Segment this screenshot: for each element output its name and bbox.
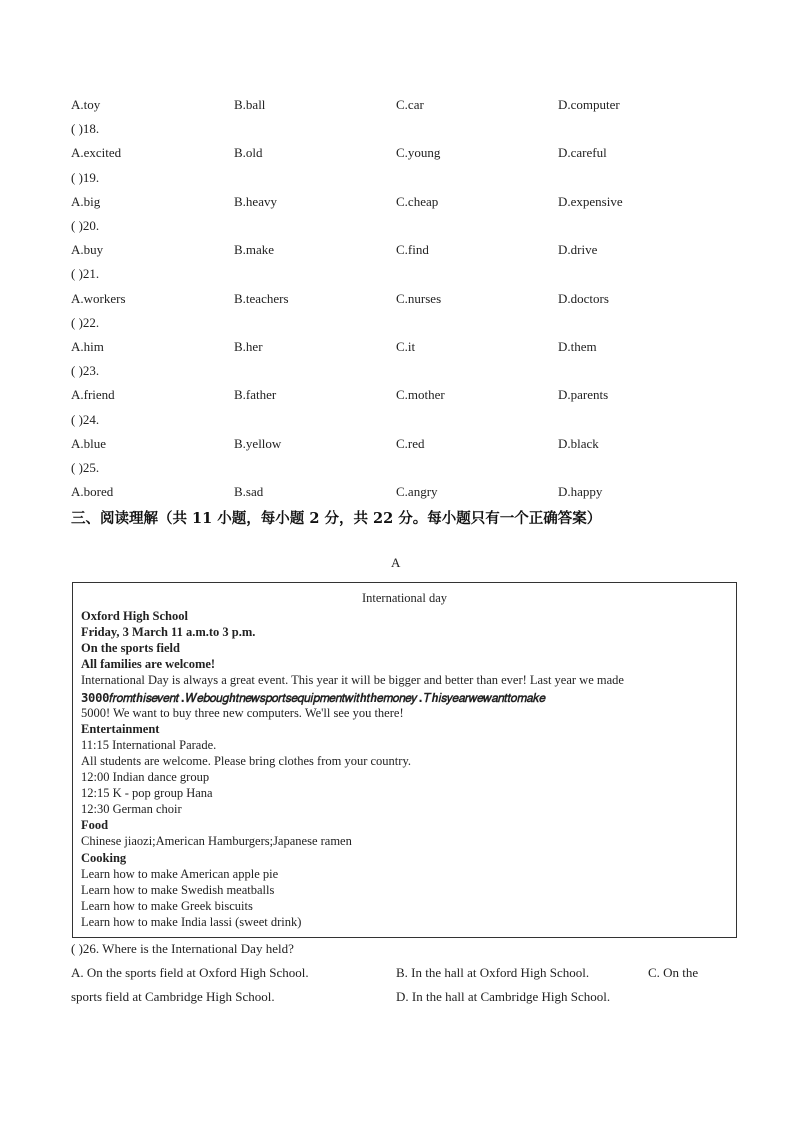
passage-line: Cooking xyxy=(81,851,127,865)
option-d: D.expensive xyxy=(558,194,623,209)
option-c: C.car xyxy=(396,97,424,112)
passage-line: 11:15 International Parade. xyxy=(81,738,217,752)
question-number: ( )25. xyxy=(71,460,100,475)
passage-line: Learn how to make Greek biscuits xyxy=(81,899,253,913)
option-c: C.angry xyxy=(396,484,438,499)
passage-line: Chinese jiaozi;American Hamburgers;Japanese ramen xyxy=(81,834,352,848)
option-b: B.teachers xyxy=(234,291,289,306)
passage-label: A xyxy=(391,555,401,570)
options-row xyxy=(0,194,794,212)
option-d: D.them xyxy=(558,339,597,354)
option-a: A.buy xyxy=(71,242,104,257)
options-row xyxy=(0,387,794,405)
passage-line: All students are welcome. Please bring clothes from your country. xyxy=(81,754,412,768)
option-a: A.him xyxy=(71,339,104,354)
question-number: ( )19. xyxy=(71,170,100,185)
passage-line: On the sports field xyxy=(81,641,180,655)
options-row xyxy=(0,339,794,357)
option-b: B.her xyxy=(234,339,263,354)
options-row xyxy=(0,436,794,454)
option-d: D.computer xyxy=(558,97,620,112)
option-a: A.workers xyxy=(71,291,126,306)
option-b: B.old xyxy=(234,145,263,160)
option-d: D.doctors xyxy=(558,291,609,306)
question-number: ( )21. xyxy=(71,266,100,281)
passage-line: International Day is always a great event. This year it will be bigger and better than ever! Last year we made xyxy=(81,673,624,687)
q26-option-d: D. In the hall at Cambridge High School. xyxy=(396,989,611,1004)
option-d: D.happy xyxy=(558,484,603,499)
q26-option-a: A. On the sports field at Oxford High School. xyxy=(71,965,309,980)
option-a: A.friend xyxy=(71,387,115,402)
passage-line: 5000! We want to buy three new computers. We'll see you there! xyxy=(81,706,404,720)
question-number: ( )23. xyxy=(71,363,100,378)
option-c: C.mother xyxy=(396,387,445,402)
question-number: ( )18. xyxy=(71,121,100,136)
passage-line: Food xyxy=(81,818,109,832)
options-row xyxy=(0,242,794,260)
q26-option-c: C. On the xyxy=(648,965,699,980)
options-row xyxy=(0,97,794,115)
option-b: B.sad xyxy=(234,484,264,499)
passage-line: 12:30 German choir xyxy=(81,802,182,816)
option-c: C.cheap xyxy=(396,194,439,209)
option-a: A.toy xyxy=(71,97,101,112)
option-c: C.nurses xyxy=(396,291,442,306)
passage-line: 3000𝑓𝑟𝑜𝑚𝑡ℎ𝑖𝑠𝑒𝑣𝑒𝑛𝑡.𝑊𝑒𝑏𝑜𝑢𝑔ℎ𝑡𝑛𝑒𝑤𝑠𝑝𝑜𝑟𝑡𝑠𝑒𝑞𝑢𝑖𝑝𝑚𝑒𝑛𝑡𝑤𝑖𝑡ℎ𝑡ℎ𝑒𝑚𝑜𝑛𝑒𝑦.𝑇ℎ𝑖𝑠𝑦𝑒𝑎𝑟𝑤𝑒𝑤𝑎𝑛𝑡𝑡𝑜𝑚𝑎𝑘𝑒 xyxy=(81,691,546,705)
question-number: ( )20. xyxy=(71,218,100,233)
option-d: D.drive xyxy=(558,242,598,257)
option-d: D.black xyxy=(558,436,599,451)
option-a: A.big xyxy=(71,194,101,209)
passage-line: Friday, 3 March 11 a.m.to 3 p.m. xyxy=(81,625,256,639)
options-row xyxy=(0,291,794,309)
passage-line: 12:15 K - pop group Hana xyxy=(81,786,213,800)
section-title: 三、阅读理解（共 11 小题，每小题 2 分，共 22 分。每小题只有一个正确答案） xyxy=(71,510,602,527)
passage-line: 12:00 Indian dance group xyxy=(81,770,210,784)
option-d: D.careful xyxy=(558,145,607,160)
option-b: B.ball xyxy=(234,97,266,112)
passage-line: Learn how to make American apple pie xyxy=(81,867,279,881)
option-c: C.red xyxy=(396,436,425,451)
option-a: A.bored xyxy=(71,484,114,499)
options-row xyxy=(0,145,794,163)
question-number: ( )22. xyxy=(71,315,100,330)
option-d: D.parents xyxy=(558,387,609,402)
question-26: ( )26. Where is the International Day held? xyxy=(71,941,294,956)
passage-line: Learn how to make India lassi (sweet drink) xyxy=(81,915,302,929)
passage-box xyxy=(72,582,737,938)
passage-line: Entertainment xyxy=(81,722,160,736)
question-number: ( )24. xyxy=(71,412,100,427)
q26-option-c-continued: sports field at Cambridge High School. xyxy=(71,989,275,1004)
option-a: A.blue xyxy=(71,436,107,451)
option-b: B.heavy xyxy=(234,194,277,209)
option-b: B.father xyxy=(234,387,277,402)
option-c: C.young xyxy=(396,145,441,160)
option-a: A.excited xyxy=(71,145,122,160)
options-row xyxy=(0,484,794,502)
option-c: C.find xyxy=(396,242,429,257)
passage-line: Oxford High School xyxy=(81,609,188,623)
q26-option-b: B. In the hall at Oxford High School. xyxy=(396,965,590,980)
passage-line: Learn how to make Swedish meatballs xyxy=(81,883,275,897)
option-b: B.make xyxy=(234,242,275,257)
passage-line: All families are welcome! xyxy=(81,657,216,671)
option-b: B.yellow xyxy=(234,436,282,451)
option-c: C.it xyxy=(396,339,416,354)
passage-title: International day xyxy=(361,591,448,605)
